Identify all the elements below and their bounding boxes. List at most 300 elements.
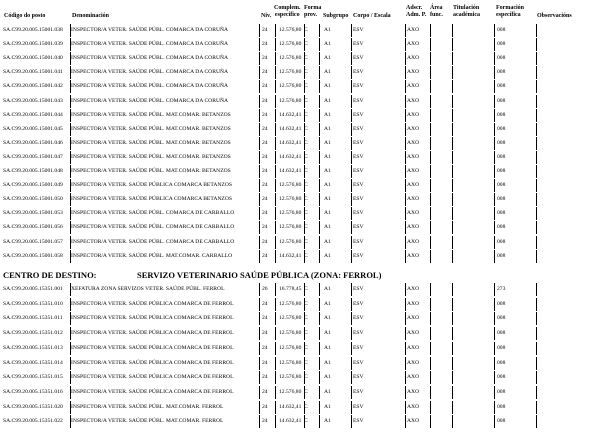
column-divider [319, 283, 320, 296]
column-divider [275, 80, 276, 93]
column-divider [275, 52, 276, 65]
column-divider [494, 401, 495, 414]
cell-denominacion: INSPECTOR/A VETER. SAÚDE PÚBL. MAT.COMAR. BETANZOS [71, 153, 231, 160]
cell-forma: C [304, 418, 308, 425]
cell-denominacion: INSPECTOR/A VETER. SAÚDE PÚBL. COMARCA DE CARBALLO [71, 224, 235, 231]
cell-forma: C [304, 168, 308, 174]
cell-complem: 14.632,41 [279, 153, 302, 160]
column-divider [405, 66, 406, 79]
column-divider [259, 95, 260, 108]
cell-formacion: 008 [497, 344, 506, 351]
cell-forma: C [304, 300, 308, 307]
column-divider [275, 123, 276, 136]
column-divider [494, 342, 495, 355]
table-row [0, 312, 615, 326]
cell-subgrupo: A1 [324, 286, 331, 292]
column-divider [494, 283, 495, 296]
cell-complem: 14.632,41 [279, 252, 302, 259]
header-subgrupo: Subgrupo [323, 13, 349, 19]
cell-denominacion: INSPECTOR/A VETER. SAÚDE PÚBLICA COMARCA DE FERROL [71, 315, 234, 322]
cell-niv: 24 [262, 388, 268, 395]
cell-forma: C [304, 252, 308, 259]
column-divider [430, 179, 431, 192]
column-divider [536, 109, 537, 122]
cell-corpo: ESV [353, 182, 364, 189]
cell-denominacion: INSPECTOR/A VETER. SAÚDE PÚBL. COMARCA DA CORUÑA [71, 55, 229, 62]
cell-forma: C [304, 196, 308, 203]
column-divider [452, 80, 453, 93]
cell-denominacion: INSPECTOR/A VETER. SAÚDE PÚBLICA COMARCA DE FERROL [71, 330, 234, 337]
cell-adscr: AXO [407, 315, 420, 322]
cell-adscr: AXO [407, 182, 420, 189]
column-divider [452, 151, 453, 164]
column-divider [494, 179, 495, 192]
column-divider [452, 250, 453, 263]
cell-corpo: ESV [353, 153, 364, 160]
column-divider [536, 207, 537, 220]
column-divider [430, 250, 431, 263]
column-divider [430, 401, 431, 414]
column-divider [351, 250, 352, 263]
cell-complem: 14.632,41 [279, 111, 302, 118]
table-row [0, 24, 615, 38]
column-divider [452, 298, 453, 311]
column-divider [275, 137, 276, 150]
column-divider [319, 298, 320, 311]
cell-adscr: AXO [407, 388, 420, 395]
cell-corpo: ESV [353, 83, 364, 90]
column-divider [536, 371, 537, 384]
column-divider [275, 151, 276, 164]
cell-niv: 24 [262, 83, 268, 90]
cell-adscr: AXO [407, 83, 420, 90]
column-divider [536, 66, 537, 79]
column-divider [430, 66, 431, 79]
table-row [0, 109, 615, 123]
cell-adscr: AXO [407, 403, 420, 410]
column-divider [351, 298, 352, 311]
column-divider [405, 52, 406, 65]
cell-complem: 12.576,80 [279, 210, 302, 217]
column-divider [452, 386, 453, 399]
cell-subgrupo: A1 [324, 196, 331, 203]
column-divider [259, 386, 260, 399]
cell-formacion: 008 [497, 374, 506, 381]
column-divider [430, 327, 431, 340]
column-divider [319, 151, 320, 164]
column-divider [351, 24, 352, 37]
cell-denominacion: INSPECTOR/A VETER. SAÚDE PÚBLICA COMARCA BETANZOS [71, 182, 232, 189]
column-divider [259, 109, 260, 122]
column-divider [430, 193, 431, 206]
column-divider [275, 371, 276, 384]
cell-codigo: SA.C99.20.005.15001.040 [3, 55, 63, 62]
cell-adscr: AXO [407, 27, 420, 33]
table-row [0, 193, 615, 207]
column-divider [319, 250, 320, 263]
cell-formacion: 008 [497, 238, 506, 245]
cell-formacion: 008 [497, 139, 506, 146]
column-divider [275, 66, 276, 79]
cell-niv: 24 [262, 139, 268, 146]
table-row [0, 298, 615, 312]
column-divider [430, 95, 431, 108]
cell-formacion: 008 [497, 388, 506, 395]
column-divider [452, 193, 453, 206]
cell-subgrupo: A1 [324, 252, 331, 259]
column-divider [259, 80, 260, 93]
column-divider [259, 327, 260, 340]
cell-forma: C [304, 388, 308, 395]
cell-codigo: SA.C99.20.005.15001.053 [3, 210, 63, 217]
column-divider [536, 415, 537, 428]
cell-corpo: ESV [353, 27, 364, 33]
column-divider [259, 342, 260, 355]
column-divider [452, 327, 453, 340]
cell-adscr: AXO [407, 125, 420, 132]
cell-corpo: ESV [353, 55, 364, 62]
cell-denominacion: INSPECTOR/A VETER. SAÚDE PÚBL. COMARCA DA CORUÑA [71, 41, 229, 48]
table-row [0, 207, 615, 221]
cell-corpo: ESV [353, 252, 364, 259]
cell-codigo: SA.C99.20.005.15351.020 [3, 403, 63, 410]
cell-corpo: ESV [353, 418, 364, 425]
column-divider [275, 236, 276, 249]
cell-denominacion: XEFATURA ZONA SERVIZOS VETER. SAÚDE PÚBL. FERROL [71, 286, 225, 292]
column-divider [259, 38, 260, 51]
column-divider [351, 151, 352, 164]
column-divider [319, 415, 320, 428]
cell-niv: 24 [262, 224, 268, 231]
cell-denominacion: INSPECTOR/A VETER. SAÚDE PÚBLICA COMARCA DE FERROL [71, 359, 234, 366]
cell-forma: C [304, 344, 308, 351]
cell-codigo: SA.C99.20.005.15001.046 [3, 139, 63, 146]
cell-subgrupo: A1 [324, 27, 331, 33]
column-divider [351, 80, 352, 93]
cell-corpo: ESV [353, 300, 364, 307]
cell-corpo: ESV [353, 286, 364, 292]
cell-complem: 12.576,80 [279, 196, 302, 203]
column-divider [430, 109, 431, 122]
cell-corpo: ESV [353, 125, 364, 132]
cell-forma: C [304, 182, 308, 189]
cell-subgrupo: A1 [324, 300, 331, 307]
cell-subgrupo: A1 [324, 83, 331, 90]
cell-complem: 12.576,80 [279, 69, 302, 76]
cell-adscr: AXO [407, 359, 420, 366]
cell-corpo: ESV [353, 168, 364, 174]
column-divider [405, 283, 406, 296]
cell-codigo: SA.C99.20.005.15001.045 [3, 125, 63, 132]
column-divider [452, 24, 453, 37]
column-divider [275, 221, 276, 234]
cell-niv: 24 [262, 27, 268, 33]
cell-niv: 24 [262, 168, 268, 174]
column-divider [430, 386, 431, 399]
cell-adscr: AXO [407, 238, 420, 245]
cell-forma: C [304, 139, 308, 146]
column-divider [536, 80, 537, 93]
column-divider [452, 283, 453, 296]
cell-denominacion: INSPECTOR/A VETER. SAÚDE PÚBL. MAT.COMAR. FERROL [71, 403, 224, 410]
cell-codigo: SA.C99.20.005.15001.058 [3, 252, 63, 259]
column-divider [351, 52, 352, 65]
cell-formacion: 008 [497, 403, 506, 410]
cell-formacion: 008 [497, 210, 506, 217]
cell-complem: 14.632,41 [279, 125, 302, 132]
cell-forma: C [304, 83, 308, 90]
column-divider [494, 123, 495, 136]
column-divider [319, 95, 320, 108]
table-row [0, 371, 615, 385]
column-divider [494, 221, 495, 234]
column-divider [259, 151, 260, 164]
column-divider [351, 193, 352, 206]
cell-formacion: 008 [497, 196, 506, 203]
cell-complem: 12.576,80 [279, 224, 302, 231]
column-divider [351, 342, 352, 355]
cell-complem: 12.576,80 [279, 330, 302, 337]
column-divider [494, 95, 495, 108]
column-divider [405, 386, 406, 399]
column-divider [536, 179, 537, 192]
column-divider [351, 123, 352, 136]
column-divider [319, 179, 320, 192]
column-divider [405, 342, 406, 355]
cell-corpo: ESV [353, 238, 364, 245]
column-divider [536, 221, 537, 234]
cell-formacion: 008 [497, 111, 506, 118]
cell-forma: C [304, 125, 308, 132]
cell-formacion: 008 [497, 182, 506, 189]
cell-corpo: ESV [353, 374, 364, 381]
column-divider [275, 298, 276, 311]
cell-codigo: SA.C99.20.005.15001.057 [3, 238, 63, 245]
cell-forma: C [304, 153, 308, 160]
cell-denominacion: INSPECTOR/A VETER. SAÚDE PÚBL. MAT.COMAR. BETANZOS [71, 139, 231, 146]
column-divider [494, 298, 495, 311]
column-divider [430, 207, 431, 220]
cell-formacion: 008 [497, 41, 506, 48]
table-row [0, 66, 615, 80]
column-divider [275, 193, 276, 206]
header-area-line1: Área [430, 5, 443, 11]
column-divider [452, 415, 453, 428]
column-divider [430, 80, 431, 93]
cell-subgrupo: A1 [324, 125, 331, 132]
column-divider [351, 386, 352, 399]
cell-niv: 24 [262, 418, 268, 425]
column-divider [494, 151, 495, 164]
column-divider [351, 38, 352, 51]
column-divider [319, 52, 320, 65]
column-divider [319, 165, 320, 178]
cell-codigo: SA.C99.20.005.15001.043 [3, 97, 63, 104]
column-divider [259, 401, 260, 414]
cell-adscr: AXO [407, 252, 420, 259]
cell-corpo: ESV [353, 359, 364, 366]
cell-formacion: 008 [497, 359, 506, 366]
header-formacion-line2: específica [496, 12, 521, 18]
column-divider [452, 236, 453, 249]
column-divider [319, 221, 320, 234]
cell-denominacion: INSPECTOR/A VETER. SAÚDE PÚBL. COMARCA DA CORUÑA [71, 97, 229, 104]
column-divider [275, 179, 276, 192]
cell-complem: 14.632,41 [279, 168, 302, 174]
column-divider [405, 207, 406, 220]
cell-adscr: AXO [407, 330, 420, 337]
cell-codigo: SA.C99.20.005.15001.041 [3, 69, 63, 76]
cell-adscr: AXO [407, 286, 420, 292]
cell-codigo: SA.C99.20.005.15001.048 [3, 168, 63, 174]
column-divider [259, 123, 260, 136]
centro-destino-value: SERVIZO VETERINARIO SAÚDE PÚBLICA (ZONA: FERROL) [137, 270, 382, 280]
cell-niv: 24 [262, 374, 268, 381]
column-divider [536, 250, 537, 263]
column-divider [494, 109, 495, 122]
cell-niv: 24 [262, 238, 268, 245]
cell-complem: 12.576,80 [279, 315, 302, 322]
column-divider [405, 193, 406, 206]
table-row [0, 95, 615, 109]
cell-codigo: SA.C99.20.005.15351.010 [3, 300, 63, 307]
cell-formacion: 008 [497, 97, 506, 104]
cell-complem: 12.576,80 [279, 182, 302, 189]
cell-complem: 12.576,80 [279, 41, 302, 48]
column-divider [259, 221, 260, 234]
column-divider [405, 250, 406, 263]
column-divider [494, 207, 495, 220]
header-complem-line1: Complem. [274, 5, 301, 11]
cell-corpo: ESV [353, 315, 364, 322]
header-complem [274, 5, 301, 19]
cell-complem: 12.576,80 [279, 388, 302, 395]
column-divider [536, 342, 537, 355]
table-row [0, 236, 615, 250]
cell-subgrupo: A1 [324, 388, 331, 395]
cell-niv: 24 [262, 330, 268, 337]
cell-niv: 24 [262, 125, 268, 132]
column-divider [452, 165, 453, 178]
column-divider [536, 236, 537, 249]
cell-denominacion: INSPECTOR/A VETER. SAÚDE PÚBL. MAT.COMAR. CARBALLO [71, 252, 233, 259]
table-row [0, 401, 615, 415]
column-divider [351, 95, 352, 108]
column-divider [351, 207, 352, 220]
cell-corpo: ESV [353, 224, 364, 231]
column-divider [452, 52, 453, 65]
column-divider [275, 401, 276, 414]
cell-forma: C [304, 224, 308, 231]
table-row [0, 80, 615, 94]
cell-subgrupo: A1 [324, 359, 331, 366]
column-divider [430, 52, 431, 65]
cell-corpo: ESV [353, 388, 364, 395]
table-row [0, 415, 615, 429]
cell-niv: 24 [262, 69, 268, 76]
cell-niv: 24 [262, 252, 268, 259]
column-divider [452, 312, 453, 325]
column-divider [259, 357, 260, 370]
cell-codigo: SA.C99.20.005.15351.014 [3, 359, 63, 366]
header-forma-line2: prov. [304, 12, 318, 18]
column-divider [319, 357, 320, 370]
cell-niv: 24 [262, 196, 268, 203]
column-divider [275, 415, 276, 428]
cell-forma: C [304, 69, 308, 76]
cell-niv: 24 [262, 359, 268, 366]
column-divider [405, 165, 406, 178]
cell-formacion: 008 [497, 83, 506, 90]
cell-subgrupo: A1 [324, 238, 331, 245]
cell-formacion: 273 [497, 286, 506, 292]
cell-codigo: SA.C99.20.005.15351.022 [3, 418, 63, 425]
column-divider [536, 123, 537, 136]
header-formacion [496, 5, 524, 19]
column-divider [405, 95, 406, 108]
column-divider [275, 312, 276, 325]
cell-niv: 26 [262, 286, 268, 292]
column-divider [536, 357, 537, 370]
cell-forma: C [304, 210, 308, 217]
cell-forma: C [304, 55, 308, 62]
cell-corpo: ESV [353, 97, 364, 104]
column-divider [405, 221, 406, 234]
column-divider [536, 283, 537, 296]
cell-complem: 16.778,45 [279, 286, 302, 292]
cell-adscr: AXO [407, 344, 420, 351]
column-divider [536, 38, 537, 51]
cell-subgrupo: A1 [324, 315, 331, 322]
column-divider [430, 283, 431, 296]
column-divider [275, 283, 276, 296]
cell-codigo: SA.C99.20.005.15351.015 [3, 374, 63, 381]
table-row [0, 386, 615, 400]
column-divider [536, 386, 537, 399]
column-divider [405, 80, 406, 93]
header-forma [304, 5, 321, 19]
cell-adscr: AXO [407, 374, 420, 381]
column-divider [452, 179, 453, 192]
column-divider [494, 327, 495, 340]
column-divider [351, 357, 352, 370]
cell-adscr: AXO [407, 139, 420, 146]
cell-codigo: SA.C99.20.005.15001.039 [3, 41, 63, 48]
column-divider [494, 357, 495, 370]
column-divider [275, 250, 276, 263]
column-divider [351, 221, 352, 234]
cell-codigo: SA.C99.20.005.15351.016 [3, 388, 63, 395]
column-divider [536, 298, 537, 311]
cell-complem: 12.576,80 [279, 359, 302, 366]
column-divider [405, 371, 406, 384]
cell-forma: C [304, 27, 308, 33]
column-divider [430, 342, 431, 355]
cell-codigo: SA.C99.20.005.15351.013 [3, 344, 63, 351]
cell-forma: C [304, 286, 308, 292]
column-divider [536, 312, 537, 325]
cell-corpo: ESV [353, 69, 364, 76]
header-titulacion-line2: académica [453, 12, 480, 18]
cell-adscr: AXO [407, 196, 420, 203]
table-row [0, 327, 615, 341]
column-divider [452, 357, 453, 370]
column-divider [430, 165, 431, 178]
cell-complem: 12.576,80 [279, 83, 302, 90]
cell-complem: 14.632,41 [279, 403, 302, 410]
column-divider [319, 342, 320, 355]
column-divider [259, 283, 260, 296]
